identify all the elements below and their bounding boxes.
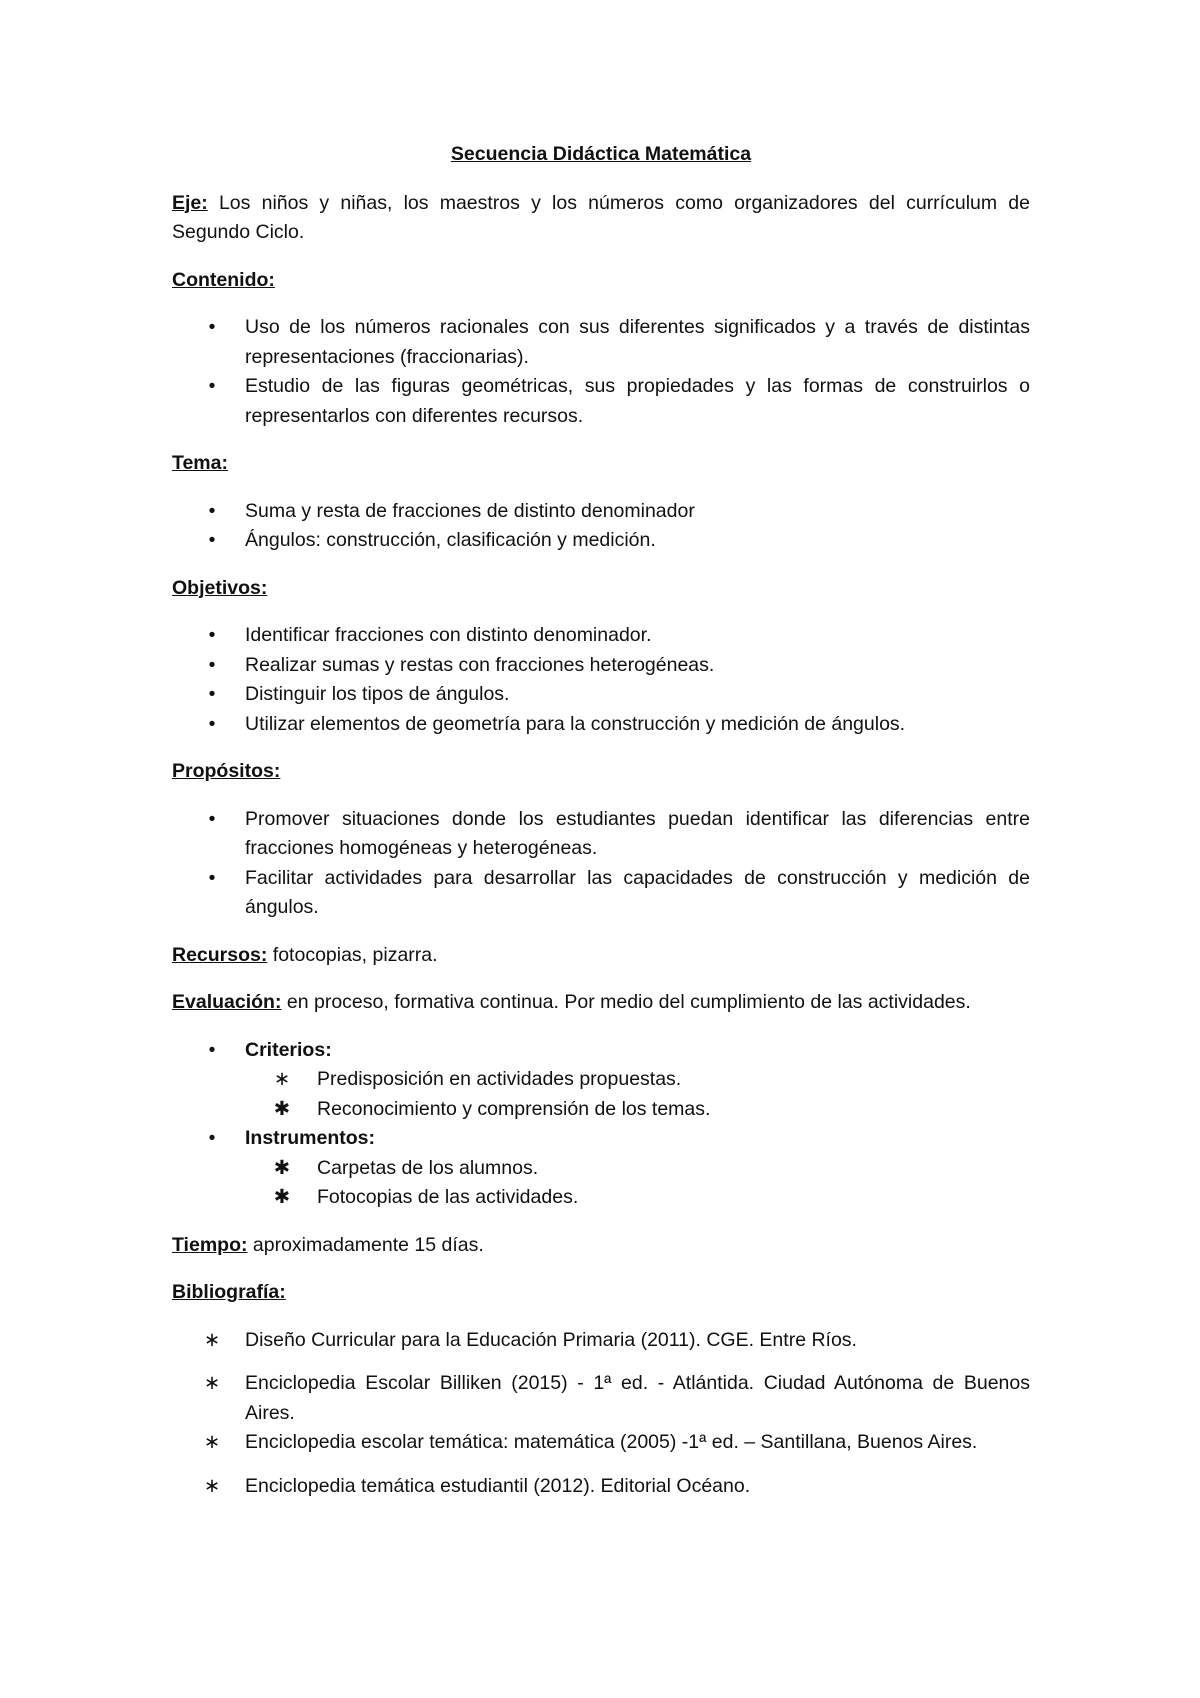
list-item-text: Estudio de las figuras geométricas, sus propiedades y las formas de construirlos o representarlos con diferentes recursos. xyxy=(245,375,1030,427)
sub-list-item xyxy=(172,1183,1030,1213)
bullet-icon: • xyxy=(208,624,216,646)
sub-list-item xyxy=(172,1095,1030,1125)
recursos-paragraph xyxy=(172,941,1030,971)
list-item xyxy=(172,864,1030,923)
asterisk-icon: ∗ xyxy=(203,1474,221,1497)
bullet-icon: • xyxy=(208,1038,216,1061)
list-item-text: Diseño Curricular para la Educación Primaria (2011). CGE. Entre Ríos. xyxy=(245,1328,857,1351)
bullet-icon: • xyxy=(208,375,216,397)
eje-paragraph xyxy=(172,189,1030,248)
bullet-icon: • xyxy=(208,1127,216,1149)
list-item xyxy=(172,1369,1030,1428)
propositos-list xyxy=(172,805,1030,923)
list-item xyxy=(172,372,1030,431)
list-item xyxy=(172,497,1030,527)
bullet-icon: • xyxy=(208,499,216,522)
list-item-text: Utilizar elementos de geometría para la construcción y medición de ángulos. xyxy=(245,712,906,735)
list-item xyxy=(172,1036,1030,1066)
list-item xyxy=(172,710,1030,740)
list-item-text: Uso de los números racionales con sus diferentes significados y a través de distintas representaciones (fraccionarias). xyxy=(245,316,1030,368)
contenido-heading xyxy=(172,266,1030,296)
list-item-text: Promover situaciones donde los estudiantes puedan identificar las diferencias entre fracciones homogéneas y heterogéneas. xyxy=(245,807,1030,859)
recursos-text: fotocopias, pizarra. xyxy=(267,943,438,966)
asterisk-icon: ∗ xyxy=(203,1328,221,1351)
list-item xyxy=(172,313,1030,372)
propositos-heading xyxy=(172,757,1030,787)
list-item-text: Carpetas de los alumnos. xyxy=(317,1156,539,1179)
list-item xyxy=(172,1428,1030,1458)
asterisk-icon: ✱ xyxy=(273,1156,291,1179)
bibliografia-heading xyxy=(172,1278,1030,1308)
tema-label: Tema: xyxy=(172,452,228,474)
bibliografia-list xyxy=(172,1326,1030,1502)
list-item-text: Predisposición en actividades propuestas. xyxy=(317,1068,682,1090)
asterisk-icon: ∗ xyxy=(203,1372,221,1394)
bullet-icon: • xyxy=(208,807,216,830)
eje-label: Eje: xyxy=(172,191,208,214)
list-item-text: Identificar fracciones con distinto denominador. xyxy=(245,624,652,646)
contenido-list xyxy=(172,313,1030,431)
bullet-icon: • xyxy=(208,712,216,735)
tiempo-text: aproximadamente 15 días. xyxy=(247,1233,484,1256)
list-item xyxy=(172,526,1030,556)
list-item xyxy=(172,651,1030,681)
bullet-icon: • xyxy=(208,866,216,889)
objetivos-list xyxy=(172,621,1030,739)
list-item xyxy=(172,1326,1030,1356)
propositos-label: Propósitos: xyxy=(172,760,281,782)
list-item xyxy=(172,805,1030,864)
sub-list-item xyxy=(172,1065,1030,1095)
bibliografia-label: Bibliografía: xyxy=(172,1281,286,1303)
tema-list xyxy=(172,497,1030,556)
asterisk-icon: ∗ xyxy=(203,1431,221,1453)
contenido-label: Contenido: xyxy=(172,268,275,291)
list-item xyxy=(172,680,1030,710)
evaluacion-text: en proceso, formativa continua. Por medio del cumplimiento de las actividades. xyxy=(281,991,971,1013)
objetivos-label: Objetivos: xyxy=(172,576,268,599)
bullet-icon: • xyxy=(208,529,216,551)
criterios-label: Criterios: xyxy=(245,1038,332,1061)
bullet-icon: • xyxy=(208,683,216,705)
document-title: Secuencia Didáctica Matemática xyxy=(450,143,752,165)
list-item xyxy=(172,1472,1030,1502)
list-item-text: Ángulos: construcción, clasificación y medición. xyxy=(245,529,656,551)
list-item-text: Fotocopias de las actividades. xyxy=(317,1186,579,1208)
bullet-icon: • xyxy=(208,653,216,676)
list-item-text: Enciclopedia temática estudiantil (2012). Editorial Océano. xyxy=(245,1474,751,1497)
evaluacion-list xyxy=(172,1036,1030,1213)
instrumentos-label: Instrumentos: xyxy=(245,1127,376,1149)
list-item-text: Distinguir los tipos de ángulos. xyxy=(245,683,510,705)
list-item-text: Enciclopedia escolar temática: matemática (2005) -1ª ed. – Santillana, Buenos Aires. xyxy=(245,1431,978,1453)
list-item-text: Facilitar actividades para desarrollar las capacidades de construcción y medición de ángulos. xyxy=(245,866,1030,918)
evaluacion-label: Evaluación: xyxy=(172,991,282,1013)
list-item-text: Enciclopedia Escolar Billiken (2015) - 1ª ed. - Atlántida. Ciudad Autónoma de Buenos Aires. xyxy=(245,1372,1030,1424)
tema-heading xyxy=(172,449,1030,479)
objetivos-heading xyxy=(172,574,1030,604)
asterisk-icon: ✱ xyxy=(273,1097,291,1120)
list-item-text: Realizar sumas y restas con fracciones heterogéneas. xyxy=(245,653,715,676)
list-item-text: Reconocimiento y comprensión de los temas. xyxy=(317,1097,711,1120)
list-item-text: Suma y resta de fracciones de distinto denominador xyxy=(245,499,695,522)
asterisk-icon: ✱ xyxy=(273,1186,291,1208)
recursos-label: Recursos: xyxy=(172,943,268,966)
sub-list-item xyxy=(172,1154,1030,1184)
eje-text: Los niños y niñas, los maestros y los números como organizadores del currículum de Segundo Ciclo. xyxy=(172,191,1030,243)
list-item xyxy=(172,1124,1030,1154)
evaluacion-paragraph xyxy=(172,988,1030,1018)
document-body xyxy=(172,140,1030,1519)
tiempo-label: Tiempo: xyxy=(172,1233,248,1256)
tiempo-paragraph xyxy=(172,1231,1030,1261)
bullet-icon: • xyxy=(208,316,216,338)
asterisk-icon: ∗ xyxy=(273,1068,291,1090)
list-item xyxy=(172,621,1030,651)
